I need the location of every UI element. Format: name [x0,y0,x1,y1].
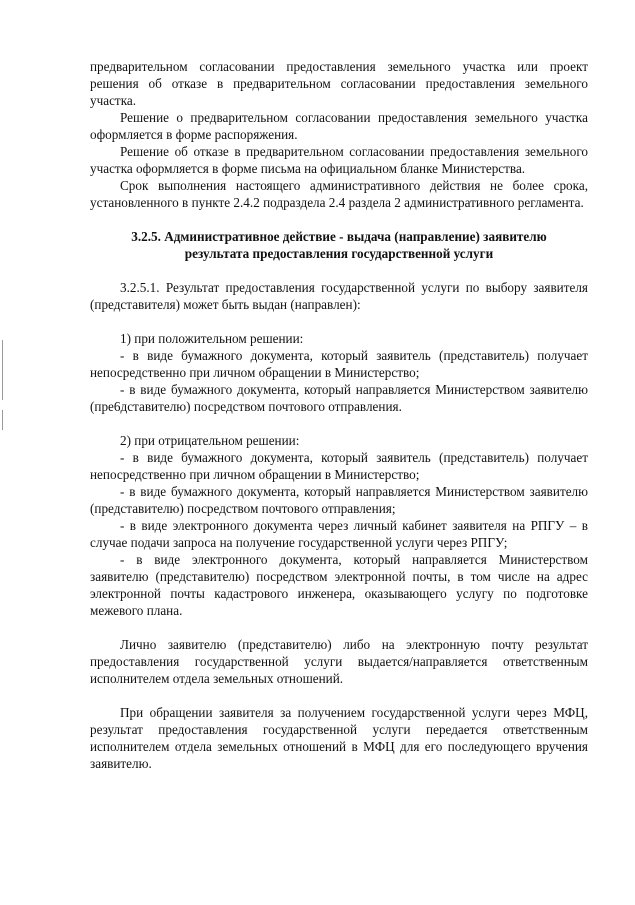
list-item: - в виде бумажного документа, который направляется Министерством заявителю (представителю) посредством почтового отправления; [90,484,588,516]
intro-paragraph: 3.2.5.1. Результат предоставления государственной услуги по выбору заявителя (представителя) может быть выдан (направлен): [90,280,588,312]
section-heading-line: 3.2.5. Административное действие - выдача (направление) заявителю [131,229,547,244]
paragraph: Решение об отказе в предварительном согласовании предоставления земельного участка оформляется в форме письма на официальном бланке Министерства. [90,144,588,176]
paragraph: Срок выполнения настоящего административного действия не более срока, установленного в пункте 2.4.2 подраздела 2.4 раздела 2 административного регламента. [90,178,588,210]
document-page [90,58,588,772]
list-item: - в виде электронного документа, который направляется Министерством заявителю (представителю) посредством электронной почты, в том числе на адрес электронной почты кадастрового инженера, оказывающего услугу по подготовке межевого плана. [90,552,588,618]
paragraph: Решение о предварительном согласовании предоставления земельного участка оформляется в форме распоряжения. [90,110,588,142]
paragraph: предварительном согласовании предоставления земельного участка или проект решения об отказе в предварительном согласовании предоставления земельного участка. [90,59,588,108]
scan-edge-mark [2,410,3,430]
positive-decision-title: 1) при положительном решении: [120,331,304,346]
section-heading [90,228,588,262]
paragraph: При обращении заявителя за получением государственной услуги через МФЦ, результат предоставления государственной услуги передается ответственным исполнителем отдела земельных отношений в МФЦ для его последующего вручения заявителю. [90,705,588,771]
scan-edge-mark [2,340,3,400]
section-heading-line: результата предоставления государственной услуги [184,246,494,261]
list-item: - в виде бумажного документа, который заявитель (представитель) получает непосредственно при личном обращении в Министерство; [90,348,588,380]
paragraph: Лично заявителю (представителю) либо на электронную почту результат предоставления государственной услуги выдается/направляется ответственным исполнителем отдела земельных отношений. [90,637,588,686]
negative-decision-title: 2) при отрицательном решении: [120,433,300,448]
list-item: - в виде электронного документа через личный кабинет заявителя на РПГУ – в случае подачи запроса на получение государственной услуги через РПГУ; [90,518,588,550]
list-item: - в виде бумажного документа, который направляется Министерством заявителю (пре6дставителю) посредством почтового отправления. [90,382,588,414]
list-item: - в виде бумажного документа, который заявитель (представитель) получает непосредственно при личном обращении в Министерство; [90,450,588,482]
